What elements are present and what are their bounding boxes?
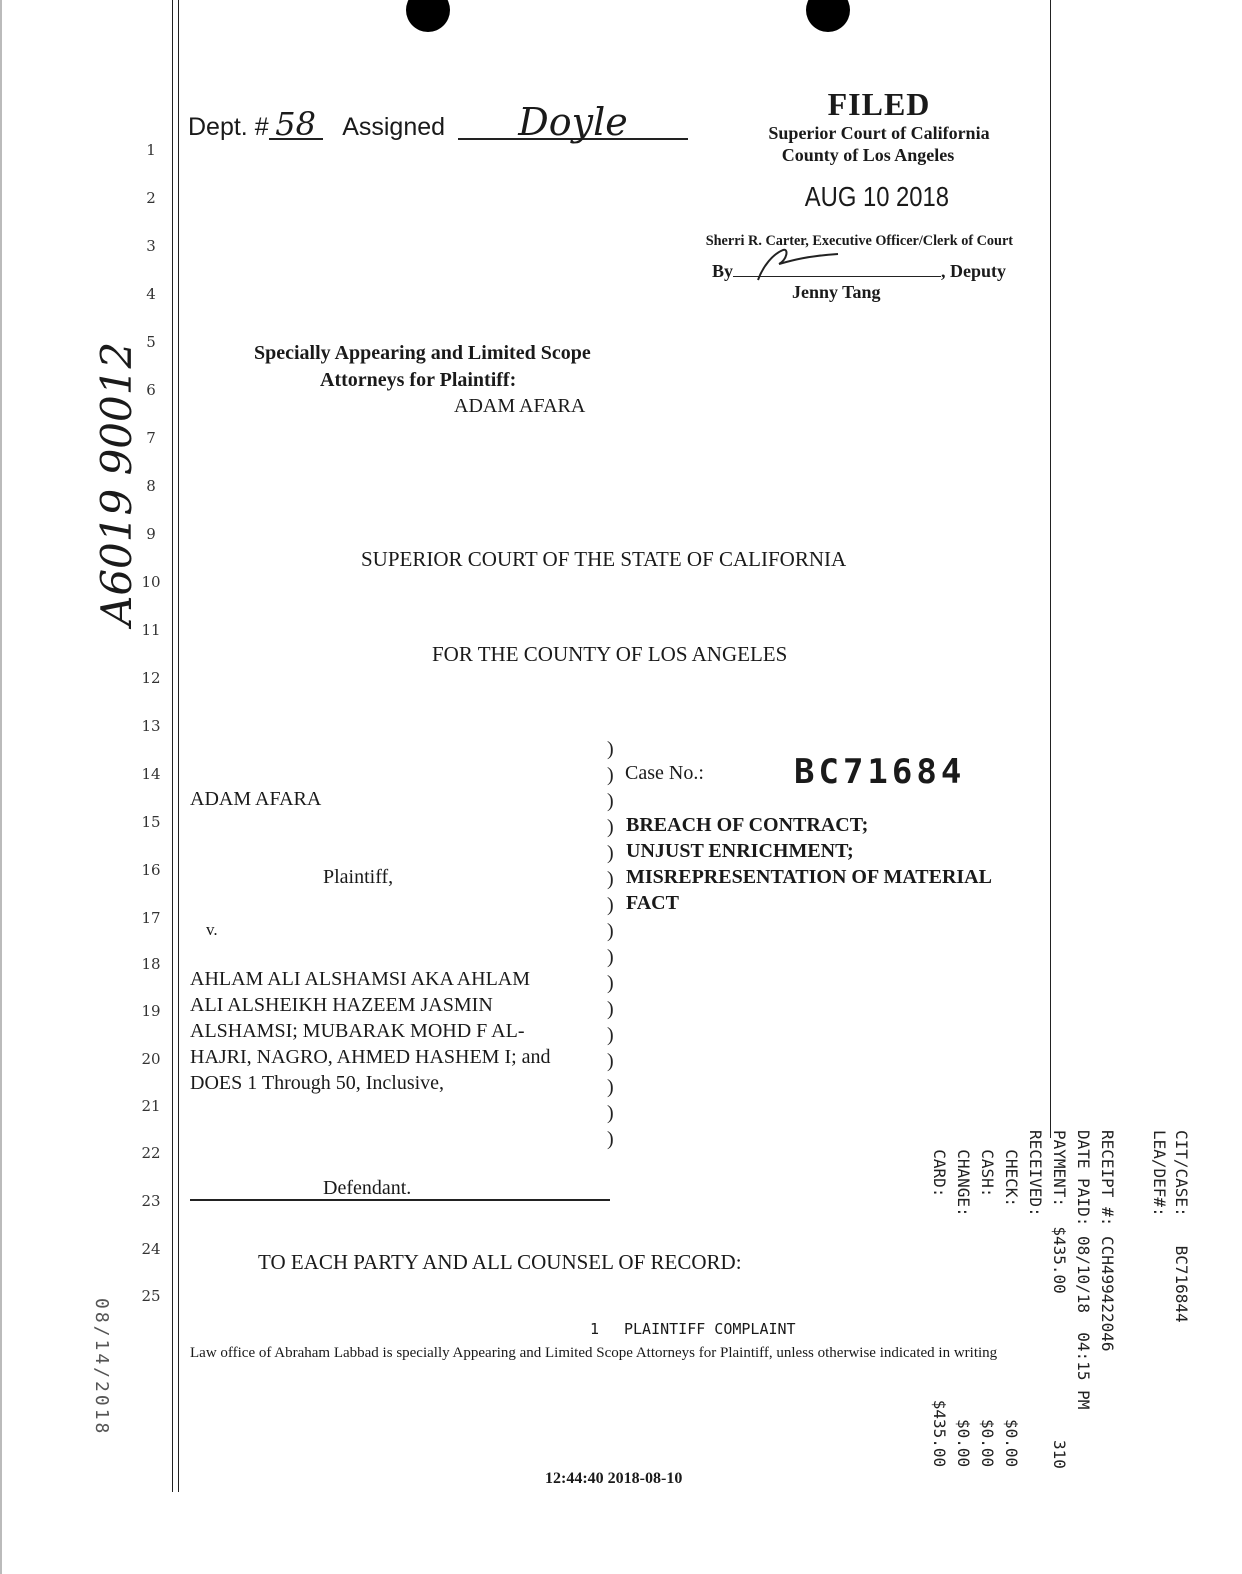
defendant-label: Defendant. — [323, 1177, 412, 1199]
line-number: 13 — [141, 717, 161, 735]
line-number: 7 — [146, 429, 156, 447]
line-number: 22 — [141, 1144, 161, 1162]
line-number: 16 — [141, 861, 161, 879]
attorneys-client-name: ADAM AFARA — [454, 395, 586, 417]
filed-court: Superior Court of California — [768, 123, 990, 143]
cause-line: UNJUST ENRICHMENT; — [626, 840, 854, 862]
cause-line: BREACH OF CONTRACT; — [626, 814, 869, 836]
paren: ) — [607, 738, 614, 760]
footer-page-number: 1 — [590, 1320, 600, 1338]
defendant-line: AHLAM ALI ALSHAMSI AKA AHLAM — [190, 968, 531, 990]
defendant-line: HAJRI, NAGRO, AHMED HASHEM I; and — [190, 1046, 551, 1068]
footer-doc-title: PLAINTIFF COMPLAINT — [624, 1320, 796, 1338]
line-number: 21 — [141, 1097, 161, 1115]
line-number: 25 — [141, 1287, 161, 1305]
receipt-payment: PAYMENT: $435.00 — [1050, 1130, 1069, 1294]
filed-date: AUG 10 2018 — [804, 181, 950, 212]
filed-by-label: By — [712, 261, 734, 281]
paren: ) — [607, 998, 614, 1020]
line-number: 3 — [146, 237, 156, 255]
line-number: 12 — [141, 669, 161, 687]
assigned-name-handwritten: Doyle — [458, 106, 688, 140]
paren: ) — [607, 920, 614, 942]
receipt-change: CHANGE: $0.00 — [954, 1130, 973, 1468]
dept-number-handwritten: 58 — [269, 110, 323, 140]
paren: ) — [607, 1102, 614, 1124]
paren: ) — [607, 894, 614, 916]
to-parties-heading: TO EACH PARTY AND ALL COUNSEL OF RECORD: — [258, 1250, 742, 1274]
filed-title: FILED — [827, 86, 931, 122]
receipt-cash: CASH: $0.00 — [978, 1130, 997, 1468]
court-county: FOR THE COUNTY OF LOS ANGELES — [432, 642, 788, 666]
line-number: 8 — [146, 477, 156, 495]
receipt-check: CHECK: $0.00 — [1002, 1130, 1021, 1468]
receipt-date-paid: DATE PAID: 08/10/18 04:15 PM — [1074, 1130, 1093, 1410]
line-number: 2 — [146, 189, 156, 207]
line-number: 5 — [146, 333, 156, 351]
defendant-line: DOES 1 Through 50, Inclusive, — [190, 1072, 445, 1094]
caption-bottom-rule — [190, 1199, 610, 1201]
deputy-label: , Deputy — [941, 261, 1007, 281]
paren: ) — [607, 972, 614, 994]
margin-date-stamp: 08/14/2018 — [91, 1298, 112, 1437]
receipt-number: RECEIPT #: CCH499422046 — [1098, 1130, 1117, 1352]
paren: ) — [607, 946, 614, 968]
case-no-label: Case No.: — [625, 762, 704, 784]
line-number: 24 — [141, 1240, 161, 1258]
paren: ) — [607, 790, 614, 812]
margin-handwriting: A6019 90012 — [92, 341, 141, 626]
line-number: 15 — [141, 813, 161, 831]
footer-note: Law office of Abraham Labbad is specially Appearing and Limited Scope Attorneys for Plaintiff, unless otherwise indicated in writing — [190, 1345, 998, 1361]
cause-line: FACT — [626, 892, 679, 914]
line-number: 6 — [146, 381, 156, 399]
footer-timestamp: 12:44:40 2018-08-10 — [545, 1470, 683, 1487]
paren: ) — [607, 816, 614, 838]
page-left-edge — [0, 0, 2, 1574]
defendants-list — [190, 966, 551, 1096]
line-number: 1 — [146, 141, 156, 159]
defendant-line: ALSHAMSI; MUBARAK MOHD F AL- — [190, 1020, 525, 1042]
deputy-name: Jenny Tang — [792, 282, 881, 302]
punch-hole-right — [806, 0, 850, 32]
versus-label: v. — [206, 920, 218, 939]
cause-line: MISREPRESENTATION OF MATERIAL — [626, 866, 992, 888]
line-number: 17 — [141, 909, 161, 927]
filed-stamp — [700, 86, 1030, 302]
attorneys-line-1: Specially Appearing and Limited Scope — [254, 342, 591, 364]
court-title: SUPERIOR COURT OF THE STATE OF CALIFORNIA — [361, 547, 847, 571]
defendant-line: ALI ALSHEIKH HAZEEM JASMIN — [190, 994, 493, 1016]
attorneys-line-2: Attorneys for Plaintiff: — [320, 369, 517, 391]
line-number: 11 — [141, 621, 161, 639]
filed-officer: Sherri R. Carter, Executive Officer/Clerk of Court — [705, 233, 1014, 249]
filed-by-line — [700, 260, 1030, 282]
line-number: 14 — [141, 765, 161, 783]
line-number: 23 — [141, 1192, 161, 1210]
plaintiff-label: Plaintiff, — [323, 866, 394, 888]
paren: ) — [607, 1128, 614, 1150]
paren: ) — [607, 764, 614, 786]
deputy-signature-line — [733, 262, 941, 277]
receipt-code: 310 — [1050, 1440, 1069, 1469]
right-margin-line — [1050, 0, 1051, 1138]
left-margin-line-inner — [178, 0, 179, 1492]
line-number: 20 — [141, 1050, 161, 1068]
line-number: 10 — [141, 573, 161, 591]
plaintiff-name: ADAM AFARA — [190, 788, 322, 810]
line-number: 9 — [146, 525, 156, 543]
line-number: 4 — [146, 285, 156, 303]
receipt-received: RECEIVED: — [1026, 1130, 1045, 1217]
deputy-signature-icon — [753, 246, 843, 282]
paren: ) — [607, 842, 614, 864]
line-number: 18 — [141, 955, 161, 973]
line-number: 19 — [141, 1002, 161, 1020]
assigned-label: Assigned — [342, 113, 446, 141]
left-margin-line-outer — [172, 0, 173, 1492]
dept-assigned-line — [188, 100, 688, 144]
dept-label: Dept. # — [188, 113, 269, 141]
receipt-card: CARD: $435.00 — [930, 1130, 949, 1468]
filed-county: County of Los Angeles — [781, 145, 955, 165]
paren: ) — [607, 1024, 614, 1046]
receipt-cit-case: CIT/CASE: BC716844 — [1172, 1130, 1191, 1323]
causes-of-action — [626, 812, 992, 916]
case-number: BC71684 — [794, 752, 966, 792]
paren: ) — [607, 868, 614, 890]
punch-hole-left — [406, 0, 450, 32]
paren: ) — [607, 1076, 614, 1098]
receipt-lea-def: LEA/DEF#: — [1150, 1130, 1169, 1217]
paren: ) — [607, 1050, 614, 1072]
